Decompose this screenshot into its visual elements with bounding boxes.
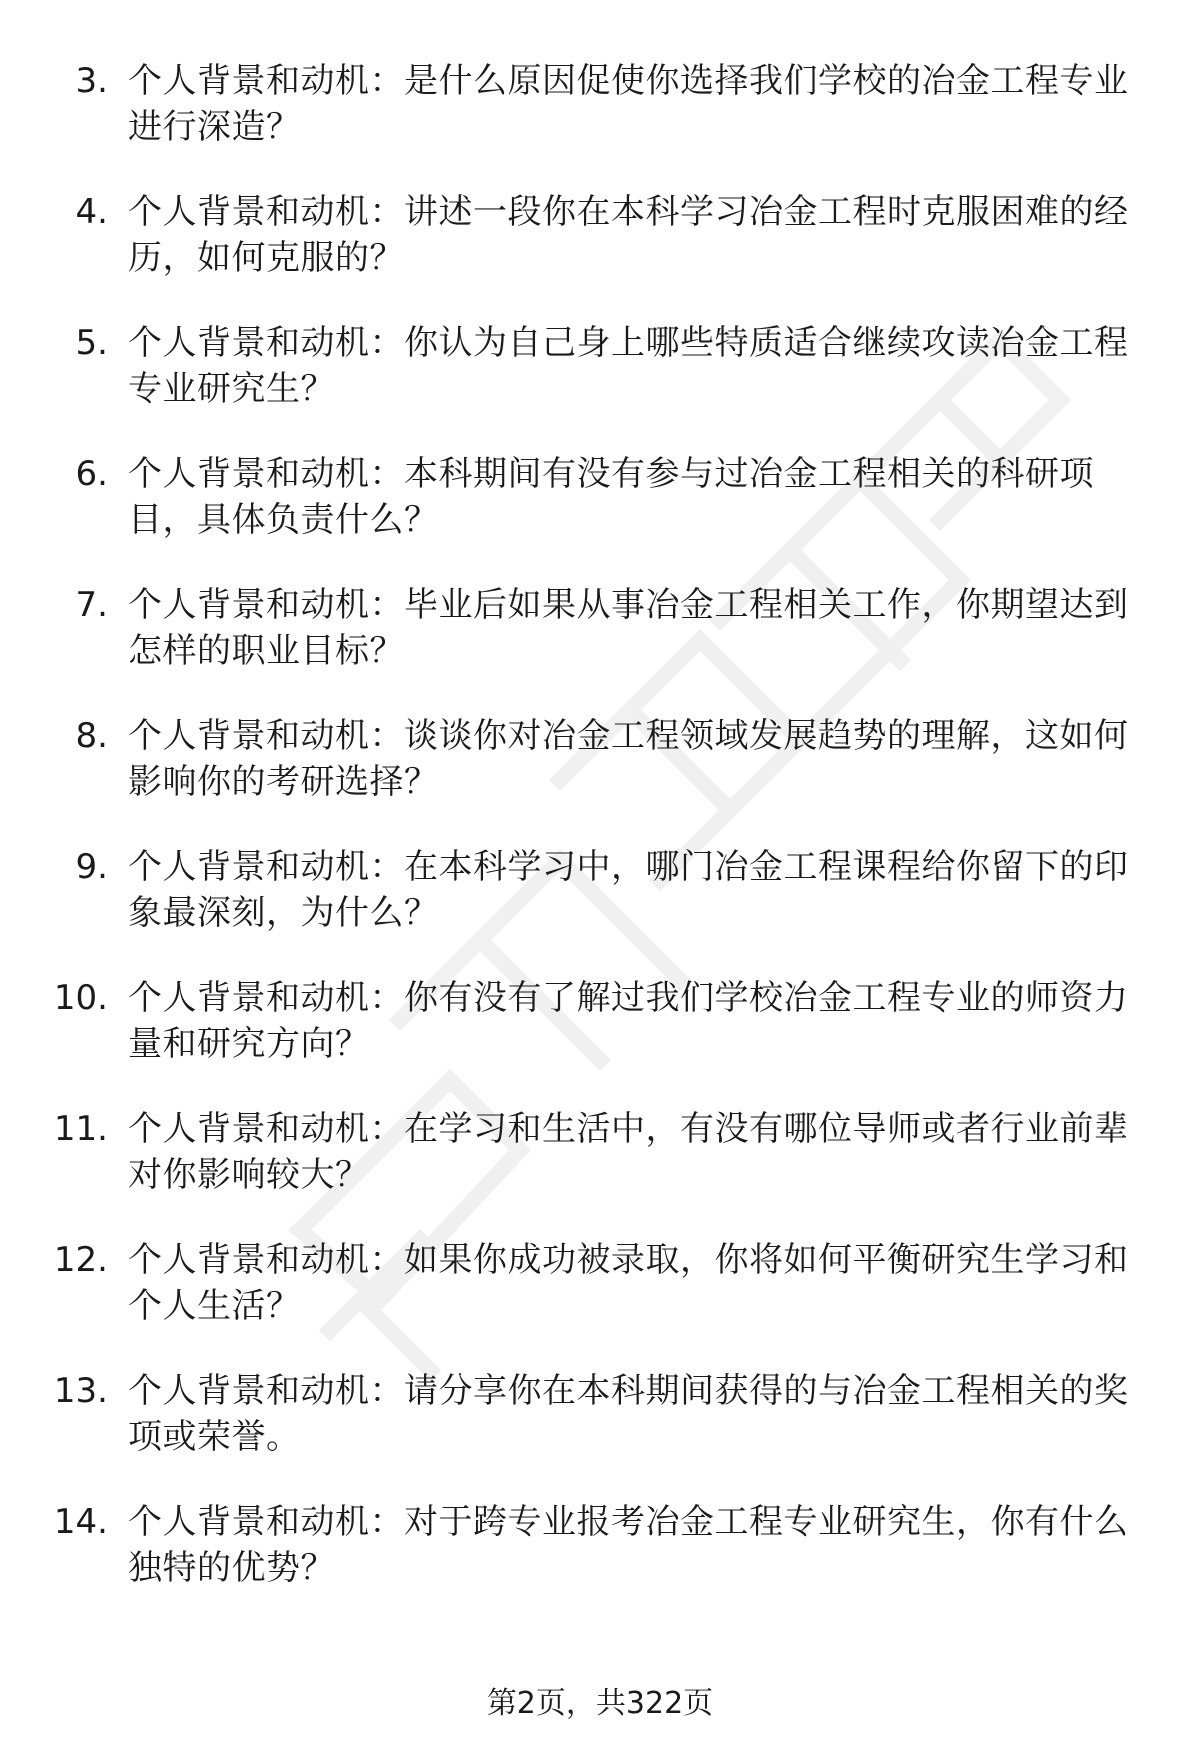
question-item bbox=[0, 451, 1200, 582]
question-number: 14. bbox=[53, 1502, 108, 1542]
question-list bbox=[0, 58, 1200, 1630]
question-number: 7. bbox=[75, 585, 108, 625]
question-item bbox=[0, 1106, 1200, 1237]
question-text: 个人背景和动机：请分享你在本科期间获得的与冶金工程相关的奖项或荣誉。 bbox=[128, 1371, 1129, 1457]
question-item bbox=[0, 320, 1200, 451]
question-number: 13. bbox=[53, 1371, 108, 1411]
question-item bbox=[0, 975, 1200, 1106]
question-text: 个人背景和动机：毕业后如果从事冶金工程相关工作，你期望达到怎样的职业目标？ bbox=[128, 585, 1129, 671]
question-item bbox=[0, 58, 1200, 189]
question-item bbox=[0, 844, 1200, 975]
question-text: 个人背景和动机：本科期间有没有参与过冶金工程相关的科研项目，具体负责什么？ bbox=[128, 454, 1094, 540]
question-text: 个人背景和动机：在学习和生活中，有没有哪位导师或者行业前辈对你影响较大？ bbox=[128, 1109, 1129, 1195]
question-item bbox=[0, 713, 1200, 844]
page-number-footer: 第2页，共322页 bbox=[486, 1686, 714, 1721]
question-text: 个人背景和动机：是什么原因促使你选择我们学校的冶金工程专业进行深造？ bbox=[128, 61, 1129, 147]
question-text: 个人背景和动机：谈谈你对冶金工程领域发展趋势的理解，这如何影响你的考研选择？ bbox=[128, 716, 1129, 802]
question-text: 个人背景和动机：在本科学习中，哪门冶金工程课程给你留下的印象最深刻，为什么？ bbox=[128, 847, 1129, 933]
question-number: 12. bbox=[53, 1240, 108, 1280]
question-item bbox=[0, 582, 1200, 713]
question-number: 9. bbox=[75, 847, 108, 887]
question-text: 个人背景和动机：如果你成功被录取，你将如何平衡研究生学习和个人生活？ bbox=[128, 1240, 1129, 1326]
question-number: 3. bbox=[75, 61, 108, 101]
question-text: 个人背景和动机：你有没有了解过我们学校冶金工程专业的师资力量和研究方向？ bbox=[128, 978, 1129, 1064]
question-item bbox=[0, 1237, 1200, 1368]
question-item bbox=[0, 1368, 1200, 1499]
question-number: 5. bbox=[75, 323, 108, 363]
question-number: 6. bbox=[75, 454, 108, 494]
question-number: 4. bbox=[75, 192, 108, 232]
question-item bbox=[0, 189, 1200, 320]
question-item bbox=[0, 1499, 1200, 1630]
question-text: 个人背景和动机：对于跨专业报考冶金工程专业研究生，你有什么独特的优势？ bbox=[128, 1502, 1129, 1588]
question-number: 11. bbox=[53, 1109, 108, 1149]
question-text: 个人背景和动机：你认为自己身上哪些特质适合继续攻读冶金工程专业研究生？ bbox=[128, 323, 1129, 409]
question-text: 个人背景和动机：讲述一段你在本科学习冶金工程时克服困难的经历，如何克服的？ bbox=[128, 192, 1129, 278]
question-number: 10. bbox=[53, 978, 108, 1018]
question-number: 8. bbox=[75, 716, 108, 756]
